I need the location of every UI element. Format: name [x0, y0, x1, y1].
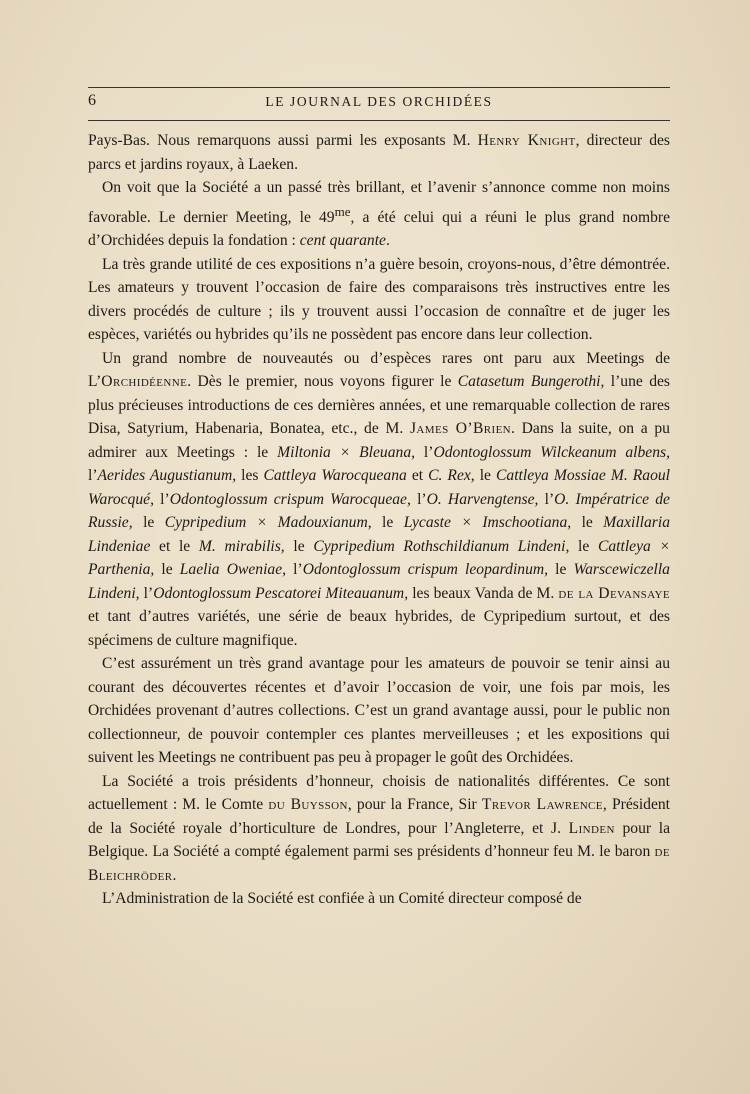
text-run: pour la Belgique. La Société a compté également parmi ses présidents d’honneur feu M. le baron	[88, 819, 670, 861]
page-header	[88, 92, 670, 116]
paragraph	[88, 887, 670, 911]
text-run: Pays-Bas. Nous remarquons aussi parmi les exposants M.	[88, 132, 478, 149]
italic-run: Aerides Augustianum,	[97, 467, 237, 485]
paragraph	[88, 652, 670, 770]
small-caps-run: de Bleichröder	[88, 843, 670, 884]
small-caps-run: du Buysson	[268, 796, 348, 814]
article-body	[88, 129, 670, 911]
italic-run: Warscewiczella Lindeni,	[88, 561, 670, 602]
small-caps-run: Trevor Lawrence	[481, 796, 603, 814]
text-run: le	[569, 537, 598, 555]
text-run: et tant d’autres variétés, une série de beaux hybrides, de Cypripedium surtout, et des spécimens de culture magnifique.	[88, 608, 670, 649]
italic-run: Catasetum Bungerothi,	[457, 373, 605, 391]
text-run: .	[385, 232, 390, 250]
text-run: le	[548, 561, 574, 579]
text-run: La très grande utilité de ces expositions n’a guère besoin, croyons-nous, d’être démontrée. Les amateurs y trouvent l’occasion de faire des comparaisons très instructives entre les divers procédés de culture ; ils y trouvent aussi l’occasion de connaître et de juger les espèces, variétés ou hybrides qu’ils ne possèdent pas encore dans leur collection.	[88, 255, 670, 344]
text-run: l’	[88, 467, 98, 485]
italic-run: Cypripedium × Madouxianum,	[164, 514, 372, 532]
text-run: les	[236, 467, 264, 485]
italic-run: Cattleya × Parthenia,	[88, 537, 670, 579]
header-rule-top	[88, 87, 670, 88]
small-caps-run: Henry Knight	[477, 132, 576, 149]
text-run: C’est assurément un très grand avantage pour les amateurs de pouvoir se tenir ainsi au courant des découvertes récentes et d’avoir l’occasion de voir, une fois par mois, les Orchidées provenant d’autres collections. C’est un grand avantage aussi, pour le public non collectionneur, de pouvoir contempler ces plantes merveilleuses ; et les expositions qui suivent les Meetings ne contribuent pas peu à propager le goût des Orchidées.	[88, 655, 670, 767]
italic-run: M. mirabilis,	[198, 537, 285, 555]
paragraph	[88, 176, 670, 253]
italic-run: Odontoglossum Wilckeanum albens,	[433, 443, 670, 461]
text-run: le	[132, 514, 165, 532]
italic-run: O. Harvengtense,	[426, 490, 539, 508]
text-run: , Président de la Société royale d’horticulture de Londres, pour l’Angleterre, et J.	[88, 796, 671, 837]
text-run: le	[371, 514, 404, 532]
text-run: On voit que la Société a un passé très brillant, et l’avenir s’annonce comme non moins favorable. Le dernier Meeting, le 49	[88, 179, 670, 226]
text-run: l’	[139, 584, 154, 602]
text-run: le	[154, 561, 180, 579]
small-caps-run: Linden	[568, 819, 615, 837]
italic-run: Cattleya Warocqueana	[263, 467, 407, 485]
text-run: l’	[538, 490, 555, 508]
text-run: Un grand nombre de nouveautés ou d’espèces rares ont paru aux Meetings de L’	[88, 349, 670, 391]
text-run: le	[474, 467, 496, 485]
text-run: l’	[415, 443, 434, 461]
text-run: , directeur des parcs et jardins royaux, à Laeken.	[88, 132, 671, 173]
text-run: et	[406, 467, 429, 485]
text-run: . Dans la suite, on a pu admirer aux Meetings : le	[88, 420, 670, 461]
italic-run: Odontoglossum crispum leopardinum,	[302, 561, 549, 579]
italic-run: Odontoglossum Pescatorei Miteauanum,	[153, 584, 409, 602]
paragraph	[88, 770, 670, 888]
running-title: LE JOURNAL DES ORCHIDÉES	[265, 94, 493, 109]
italic-run: Laelia Oweniae,	[179, 561, 287, 579]
small-caps-run: Orchidéenne	[101, 373, 188, 391]
text-run: le	[571, 514, 604, 532]
small-caps-run: James O’Brien	[409, 420, 512, 438]
text-run: , a été celui qui a réuni le plus grand nombre d’Orchidées depuis la fondation :	[88, 208, 671, 250]
page-number: 6	[88, 92, 97, 109]
text-run: .	[172, 866, 177, 884]
italic-run: O. Impératrice de Russie,	[88, 490, 670, 532]
text-run: . Dès le premier, nous voyons figurer le	[187, 373, 458, 391]
text-run: l’	[286, 561, 303, 579]
text-run: le	[284, 537, 314, 555]
paragraph	[88, 129, 670, 176]
italic-run: C. Rex,	[428, 467, 475, 485]
text-run: l’une des plus précieuses introductions de ces dernières années, et une remarquable collection de rares Disa, Satyrium, Habenaria, Bonatea, etc., de M.	[88, 373, 670, 438]
text-run: et le	[150, 537, 199, 555]
text-run: les beaux Vanda de M.	[408, 584, 559, 602]
small-caps-run: de la Devansaye	[558, 584, 670, 602]
superscript-run: me	[334, 203, 351, 219]
italic-run: Lycaste × Imschootiana,	[403, 514, 572, 532]
text-run: , pour la France, Sir	[347, 796, 482, 814]
header-rule-bottom	[88, 120, 670, 121]
text-run: l’	[410, 490, 427, 508]
italic-run: Miltonia × Bleuana,	[277, 443, 416, 461]
italic-run: Odontoglossum crispum Warocqueae,	[169, 490, 411, 508]
text-run: l’	[153, 490, 170, 508]
italic-run: Cattleya Mossiae M. Raoul Warocqué,	[88, 467, 671, 508]
paragraph	[88, 253, 670, 347]
italic-run: Maxillaria Lindeniae	[88, 514, 670, 555]
text-run: La Société a trois présidents d’honneur, choisis de nationalités différentes. Ce sont actuellement : M. le Comte	[88, 772, 670, 814]
italic-run: Cypripedium Rothschildianum Lindeni,	[313, 537, 570, 555]
text-run: L’Administration de la Société est confiée à un Comité directeur composé de	[102, 890, 582, 908]
italic-run: cent quarante	[299, 232, 386, 250]
paragraph	[88, 347, 670, 653]
